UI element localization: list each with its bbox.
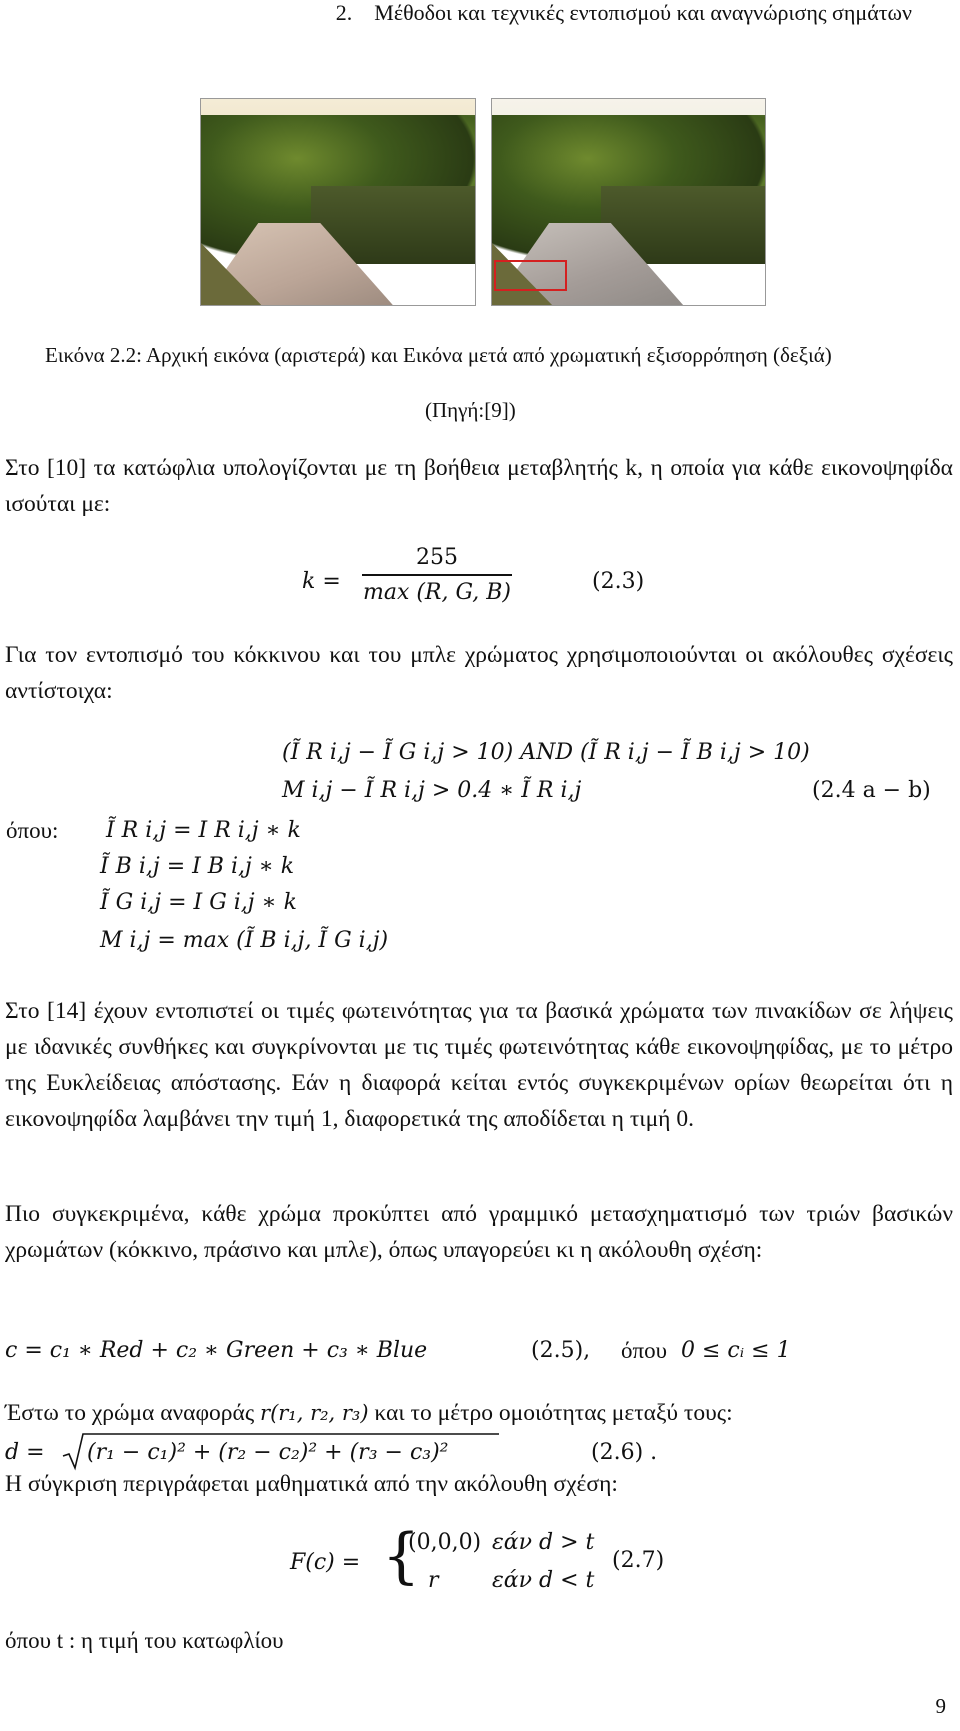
paragraph-linear-transform: Πιο συγκεκριμένα, κάθε χρώμα προκύπτει από γραμμικό μετασχηματισμό των τριών βασικών χρωμάτων (κόκκινο, πράσινο και μπλε), όπως υπαγορεύει κι η ακόλουθη σχέση: bbox=[5, 1201, 953, 1263]
eq26-radicand: (r₁ − c₁)² + (r₂ − c₂)² + (r₃ − c₃)² bbox=[87, 1440, 449, 1465]
eq26-lhs: d = bbox=[5, 1440, 45, 1465]
def-m: M i,j = max (Ĩ B i,j, Ĩ G i,j) bbox=[100, 928, 389, 953]
eq23-denominator: max (R, G, B) bbox=[362, 580, 512, 605]
paragraph-red-blue: Για τον εντοπισμό του κόκκινου και του μπλε χρώματος χρησιμοποιούνται οι ακόλουθες σχέσεις αντίστοιχα: bbox=[5, 642, 953, 704]
eq24-line1: (Ĩ R i,j − Ĩ G i,j > 10) AND (Ĩ R i,j − Ĩ B i,j > 10) bbox=[282, 740, 810, 765]
eq26-number: (2.6) . bbox=[591, 1440, 658, 1465]
equation-2-5 bbox=[5, 1338, 905, 1372]
paragraph-luminance: Στο [14] έχουν εντοπιστεί οι τιμές φωτεινότητας για τα βασικά χρώματα των πινακίδων σε λήψεις με ιδανικές συνθήκες και συγκρίνονται με τις τιμές φωτεινότητας κάθε εικονοψηφίδας, με το μέτρο της Ευκλείδειας απόστασης. Εάν η διαφορά κείται εντός συγκεκριμένων ορίων θεωρείται ότι η εικονοψηφίδα λαμβάνει την τιμή 1, διαφορετικά της αποδίδεται η τιμή 0. bbox=[5, 998, 953, 1132]
where-label: όπου: bbox=[6, 818, 59, 843]
paragraph-comparison: Η σύγκριση περιγράφεται μαθηματικά από την ακόλουθη σχέση: bbox=[5, 1471, 618, 1497]
eq25-body: c = c₁ ∗ Red + c₂ ∗ Green + c₃ ∗ Blue bbox=[5, 1338, 428, 1363]
page-number: 9 bbox=[935, 1694, 946, 1718]
eq27-number: (2.7) bbox=[612, 1548, 665, 1573]
color-balanced-road-image bbox=[491, 98, 766, 306]
cases-brace: { bbox=[382, 1521, 421, 1591]
eq24-definitions bbox=[100, 818, 626, 968]
red-highlight-box bbox=[494, 260, 567, 291]
paragraph-reference-color bbox=[5, 1400, 955, 1427]
eq27-case2-value: r bbox=[428, 1568, 439, 1593]
eq23-fraction bbox=[362, 545, 512, 605]
chapter-header: 2. Μέθοδοι και τεχνικές εντοπισμού και αναγνώρισης σημάτων bbox=[335, 0, 912, 25]
p5-text: Έστω το χρώμα αναφοράς bbox=[5, 1400, 255, 1426]
eq23-numerator: 255 bbox=[416, 545, 458, 570]
eq27-case2-cond: εάν d < t bbox=[492, 1568, 595, 1593]
eq25-condition: 0 ≤ cᵢ ≤ 1 bbox=[681, 1338, 791, 1363]
equation-2-7 bbox=[290, 1521, 690, 1610]
eq27-lhs: F(c) = bbox=[290, 1550, 361, 1575]
eq24-line2: M i,j − Ĩ R i,j > 0.4 ∗ Ĩ R i,j bbox=[282, 778, 582, 803]
eq25-condition-label: όπου bbox=[621, 1338, 667, 1363]
def-ir: Ĩ R i,j = I R i,j ∗ k bbox=[106, 818, 301, 843]
figure-source: (Πηγή:[9]) bbox=[425, 398, 516, 422]
def-ig: Ĩ G i,j = I G i,j ∗ k bbox=[100, 890, 297, 915]
eq23-lhs: k = bbox=[302, 569, 341, 594]
eq27-case1-cond: εάν d > t bbox=[492, 1530, 595, 1555]
eq25-number: (2.5), bbox=[531, 1338, 591, 1363]
eq23-number: (2.3) bbox=[592, 569, 645, 594]
eq24-number: (2.4 a − b) bbox=[812, 778, 931, 803]
original-road-image bbox=[200, 98, 476, 306]
p5-text2: και το μέτρο ομοιότητας μεταξύ τους: bbox=[374, 1400, 733, 1426]
figure-caption: Εικόνα 2.2: Αρχική εικόνα (αριστερά) και Εικόνα μετά από χρωματική εξισορρόπηση (δεξιά) bbox=[45, 343, 832, 367]
equation-2-3 bbox=[302, 545, 702, 621]
eq27-case1-value: (0,0,0) bbox=[408, 1530, 482, 1555]
reference-color-symbol: r(r₁, r₂, r₃) bbox=[260, 1401, 369, 1425]
equation-2-4 bbox=[282, 740, 942, 820]
threshold-note: όπου t : η τιμή του κατωφλίου bbox=[5, 1628, 284, 1653]
paragraph-k-variable: Στο [10] τα κατώφλια υπολογίζονται με τη βοήθεια μεταβλητής k, η οποία για κάθε εικονοψηφίδα ισούται με: bbox=[5, 455, 953, 517]
def-ib: Ĩ B i,j = I B i,j ∗ k bbox=[100, 854, 295, 879]
